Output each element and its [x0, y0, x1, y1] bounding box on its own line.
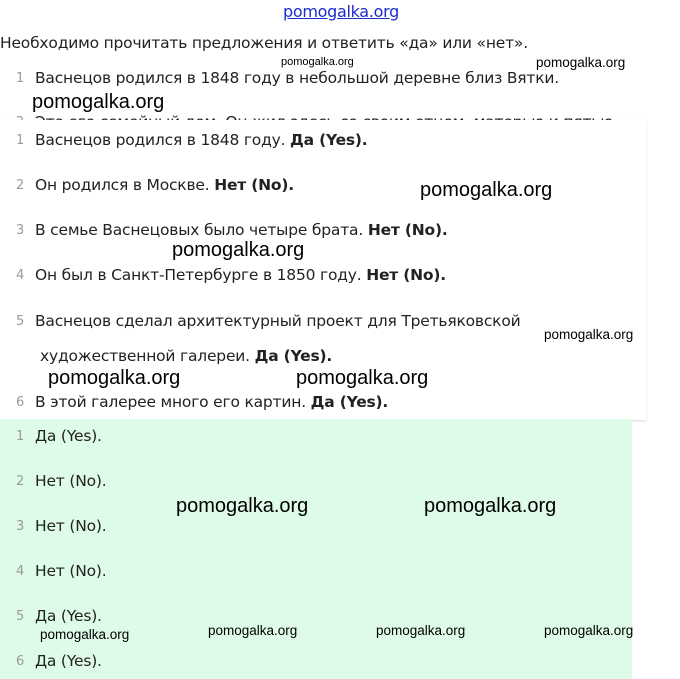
intro-sentence-number: 1: [15, 71, 25, 86]
watermark: pomogalka.org: [281, 56, 354, 68]
statement-number: 4: [15, 268, 25, 283]
watermark: pomogalka.org: [544, 327, 634, 342]
statement-number: 5: [15, 314, 25, 329]
answer-text: Да (Yes).: [35, 427, 102, 445]
statement-content: [40, 347, 332, 365]
watermark: pomogalka.org: [544, 623, 634, 638]
statement-text-continuation: художественной галереи.: [40, 347, 250, 365]
answer-number: 1: [15, 429, 25, 444]
intro-sentence-text: Васнецов родился в 1848 году в небольшой деревне близ Вятки.: [35, 69, 559, 87]
answer-number: 2: [15, 474, 25, 489]
statement-number: 2: [15, 178, 25, 193]
watermark: pomogalka.org: [172, 239, 305, 261]
answer-number: 5: [15, 609, 25, 624]
watermark: pomogalka.org: [176, 495, 309, 517]
statement-text: Васнецов родился в 1848 году.: [35, 131, 286, 149]
watermark: pomogalka.org: [208, 623, 298, 638]
instruction-text: Необходимо прочитать предложения и ответить «да» или «нет».: [0, 34, 528, 52]
statement-text: Он родился в Москве.: [35, 176, 210, 194]
site-link[interactable]: pomogalka.org: [283, 2, 399, 21]
statement-text: Васнецов сделал архитектурный проект для Третьяковской: [35, 312, 521, 330]
answer-number: 6: [15, 654, 25, 669]
watermark: pomogalka.org: [420, 179, 553, 201]
statement-content: [35, 131, 368, 149]
statement-number: 6: [15, 395, 25, 410]
statement-text: В этой галерее много его картин.: [35, 393, 306, 411]
watermark: pomogalka.org: [48, 367, 181, 389]
statement-answer: Да (Yes).: [254, 347, 333, 365]
statement-text: Он был в Санкт-Петербурге в 1850 году.: [35, 266, 362, 284]
statement-content: [35, 266, 446, 284]
answer-text: Нет (No).: [35, 472, 107, 490]
statement-answer: Да (Yes).: [290, 131, 368, 149]
answer-text: Нет (No).: [35, 517, 107, 535]
answer-number: 4: [15, 564, 25, 579]
statement-answer: Нет (No).: [367, 221, 448, 239]
statement-number: 1: [15, 133, 25, 148]
statement-answer: Да (Yes).: [310, 393, 389, 411]
answer-text: Да (Yes).: [35, 652, 102, 670]
watermark: pomogalka.org: [536, 55, 626, 70]
statement-answer: Нет (No).: [366, 266, 446, 284]
answer-text: Нет (No).: [35, 562, 107, 580]
statement-content: [35, 176, 294, 194]
watermark: pomogalka.org: [376, 623, 466, 638]
statement-text: В семье Васнецовых было четыре брата.: [35, 221, 364, 239]
statement-number: 3: [15, 223, 25, 238]
statement-content: [35, 221, 448, 239]
statement-content: [35, 393, 388, 411]
answer-number: 3: [15, 519, 25, 534]
watermark: pomogalka.org: [296, 367, 429, 389]
watermark: pomogalka.org: [32, 91, 165, 113]
watermark: pomogalka.org: [40, 627, 130, 642]
statement-answer: Нет (No).: [214, 176, 294, 194]
watermark: pomogalka.org: [424, 495, 557, 517]
answer-text: Да (Yes).: [35, 607, 102, 625]
